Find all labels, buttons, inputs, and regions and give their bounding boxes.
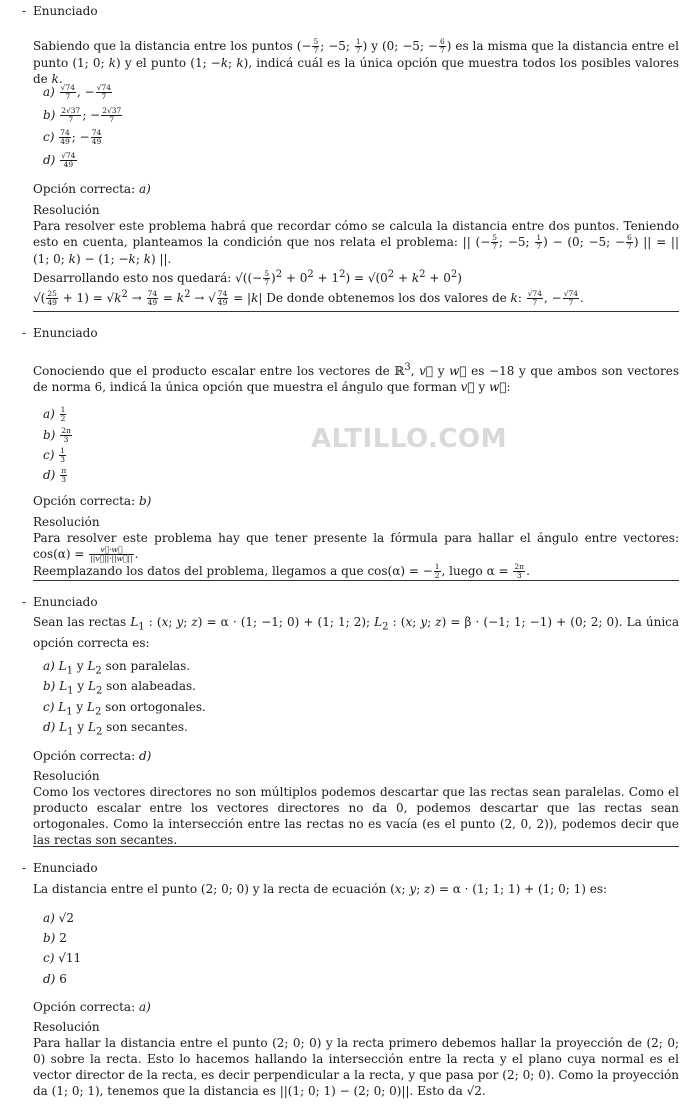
- section-4-statement: La distancia entre el punto (2; 0; 0) y la recta de ecuación (x; y; z) = α · (1; 1; 1) + (1; 0; 1) es:: [33, 882, 608, 896]
- section-1-option-c: c) $\frac{74}{49}$ ; − $\frac{74}{49}$: [43, 128, 102, 146]
- section-2-option-a: a) $\frac{1}{2}$: [43, 405, 66, 423]
- section-2-option-b: b) $\frac{2\pi}{3}$: [43, 426, 71, 444]
- section-1-option-d: d) $\frac{√74}{49}$: [43, 151, 76, 169]
- section-2-correct: Opción correcta: b): [33, 494, 152, 508]
- section-2-header-label: Enunciado: [33, 326, 98, 340]
- section-1-resolution: Para resolver este problema habrá que recordar cómo se calcula la distancia entre dos puntos. Teniendo esto en cuenta, planteamos la condición que nos relata el problema: || (− $\frac{5}{7}$ ; −5; $\frac{1}{7}$ ) − (0; −5; − $\frac{6}{7}$ ) || = || (1; 0; k) − (1; −k; k) ||. Desarrollando esto nos quedará: √((− $\frac{5}{7}$ )$^2 + 0^2 + 1^2) = √(0^2 + k^2 + 0^2)$ √( $\frac{25}{49}$ + $1) = √k^2$ → $\frac{74}{49}$ = $k^2$ → √ $\frac{74}{49}$ = |k| De donde obtenemos los dos valores de k: $\frac{√74}{7}$ , − $\frac{√74}{7}$ .: [33, 219, 680, 307]
- section-1-statement: Sabiendo que la distancia entre los puntos (− $\frac{5}{7}$ ; −5; $\frac{1}{7}$ ) y (0; −5; − $\frac{6}{7}$ ) es la misma que la distancia entre el punto (1; 0; k) y el punto (1; −k; k), indicá cuál es la única opción que muestra todos los posibles valores de k.: [33, 37, 680, 86]
- divider: [33, 580, 679, 581]
- section-1-correct: Opción correcta: a): [33, 182, 151, 196]
- section-4-option-b: b) 2: [43, 931, 67, 945]
- section-3-header: - Enunciado: [22, 595, 98, 609]
- section-3-statement: Sean las rectas $L_1$ : (x; y; z) = α · (1; −1; 0) + (1; 1; 2); $L_2$ : (x; y; z) = β · (−1; 1; −1) + (0; 2; 0). La única opción correcta es:: [33, 615, 680, 651]
- section-3-resolution: Como los vectores directores no son múltiplos podemos descartar que las rectas sean paralelas. Como el producto escalar entre los vectores directores no da 0, podemos descartar que las rectas sean ortogonales. Como la intersección entre las rectas no es vacía (es el punto (2, 0, 2)), podemos decir que las rectas son secantes.: [33, 785, 679, 847]
- section-3-correct: Opción correcta: d): [33, 749, 152, 763]
- section-4-correct: Opción correcta: a): [33, 1000, 151, 1014]
- section-3-option-b: b) $L_1$ y $L_2$ son alabeadas.: [43, 679, 196, 697]
- section-3-option-d: d) $L_1$ y $L_2$ son secantes.: [43, 720, 188, 738]
- section-3-option-c: c) $L_1$ y $L_2$ son ortogonales.: [43, 700, 206, 718]
- section-1-resolution-label: Resolución: [33, 203, 100, 217]
- section-1-option-b: b) $\frac{2√37}{7}$ ; − $\frac{2√37}{7}$: [43, 106, 122, 124]
- section-2-resolution-label: Resolución: [33, 515, 100, 529]
- section-1-option-a: a) $\frac{√74}{7}$ , − $\frac{√74}{7}$: [43, 83, 112, 101]
- section-4-header: - Enunciado: [22, 861, 98, 875]
- section-1-header-label: Enunciado: [33, 4, 98, 18]
- section-2-option-c: c) $\frac{1}{3}$: [43, 446, 66, 464]
- section-4-resolution-label: Resolución: [33, 1020, 100, 1034]
- section-2-option-d: d) $\frac{\pi}{3}$: [43, 466, 67, 484]
- section-2-header: - Enunciado: [22, 326, 98, 340]
- section-4-option-a: a) √2: [43, 911, 74, 925]
- section-4-header-label: Enunciado: [33, 861, 98, 875]
- section-3-resolution-label: Resolución: [33, 769, 100, 783]
- section-1-header: - Enunciado: [22, 4, 98, 18]
- section-3-option-a: a) $L_1$ y $L_2$ son paralelas.: [43, 659, 191, 677]
- section-2-statement: Conociendo que el producto escalar entre los vectores de ℝ$^3$, v⃗ y w⃗ es −18 y que ambos son vectores de norma 6, indicá la única opción que muestra el ángulo que forman v⃗ y w⃗:: [33, 362, 679, 394]
- section-2-resolution: Para resolver este problema hay que tener presente la fórmula para hallar el ángulo entre vectores: cos(α) = $\frac{v⃗\cdot w⃗}{||v⃗||\cdot||w⃗||}$ . Reemplazando los datos del problema, llegamos a que cos(α) = − $\frac{1}{2}$ , luego α = $\frac{2\pi}{3}$ .: [33, 531, 679, 580]
- section-4-resolution: Para hallar la distancia entre el punto (2; 0; 0) y la recta primero debemos hallar la proyección de (2; 0; 0) sobre la recta. Esto lo hacemos hallando la intersección entre la recta y el plano cuya normal es el vector director de la recta, es decir perpendicular a la recta, y que pasa por (2; 0; 0). Como la proyección da (1; 0; 1), tenemos que la distancia es ||(1; 0; 1) − (2; 0; 0)||. Esto da √2.: [33, 1036, 679, 1098]
- section-3-header-label: Enunciado: [33, 595, 98, 609]
- section-4-option-c: c) √11: [43, 951, 82, 965]
- divider: [33, 846, 679, 847]
- watermark: ALTILLO.COM: [311, 424, 507, 454]
- divider: [33, 311, 679, 312]
- section-4-option-d: d) 6: [43, 972, 67, 986]
